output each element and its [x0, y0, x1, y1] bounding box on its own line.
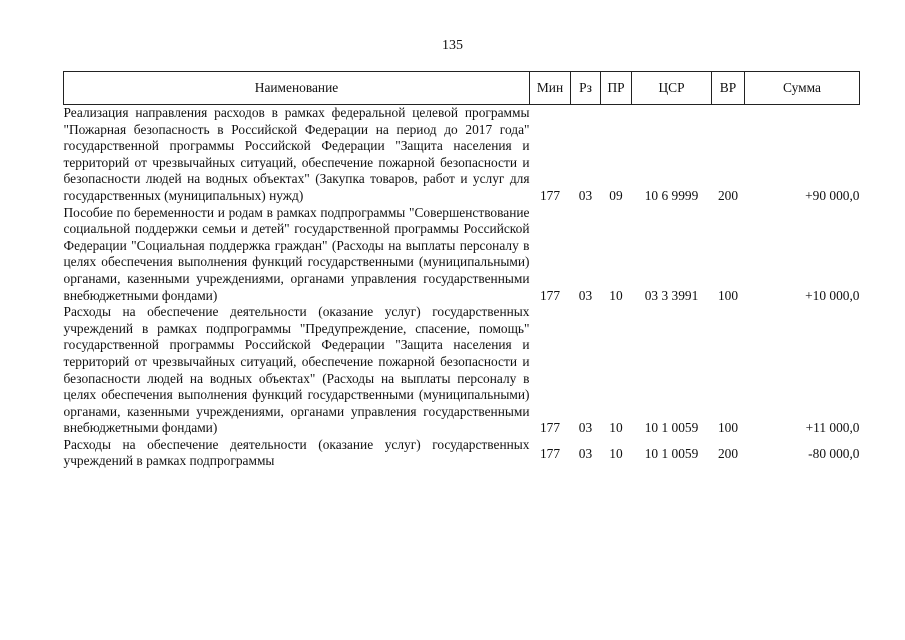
table-row — [64, 105, 860, 205]
table-header-row — [64, 72, 860, 105]
row-rz: 03 — [578, 445, 593, 461]
row-rz: 03 — [578, 187, 593, 203]
page-number: 135 — [442, 38, 463, 53]
row-min: 177 — [539, 445, 561, 461]
row-csr: 10 1 0059 — [644, 445, 699, 461]
table-row — [64, 205, 860, 305]
budget-table — [63, 71, 860, 472]
row-min: 177 — [539, 420, 561, 436]
row-csr: 03 3 3991 — [644, 287, 699, 303]
row-vr: 200 — [717, 445, 739, 461]
header-name: Наименование — [64, 72, 530, 105]
row-rz: 03 — [578, 287, 593, 303]
row-sum: +90 000,0 — [805, 187, 860, 203]
row-sum: +10 000,0 — [805, 287, 860, 303]
row-pr: 09 — [609, 187, 623, 203]
table-row — [64, 437, 860, 472]
header-rz: Рз — [571, 72, 601, 105]
header-csr: ЦСР — [632, 72, 712, 105]
row-pr: 10 — [609, 287, 623, 303]
header-min: Мин — [530, 72, 571, 105]
header-vr: ВР — [712, 72, 745, 105]
row-csr: 10 1 0059 — [644, 420, 699, 436]
row-sum: -80 000,0 — [808, 445, 860, 461]
row-name: Расходы на обеспечение деятельности (оказание услуг) государственных учреждений в рамках подпрограммы — [63, 436, 530, 469]
row-vr: 100 — [717, 420, 739, 436]
row-vr: 100 — [717, 287, 739, 303]
table-row — [64, 304, 860, 437]
row-name: Расходы на обеспечение деятельности (оказание услуг) государственных учреждений в рамках подпрограммы "Предупреждение, спасение, помощь" государственной программы Российской Федерации "Защита населения и территорий от чрезвычайных ситуаций, обеспечение пожарной безопасности и безопасности людей на водных объектах" (Расходы на выплаты персоналу в целях обеспечения выполнения функций государственными (муниципальными) органами, казенными учреждениями, органами управления государственными внебюджетными фондами) — [63, 304, 530, 436]
row-sum: +11 000,0 — [805, 420, 860, 436]
row-name: Реализация направления расходов в рамках федеральной целевой программы "Пожарная безопасность в Российской Федерации на период до 2017 года" государственной программы Российской Федерации "Защита населения и территорий от чрезвычайных ситуаций, обеспечение пожарной безопасности и безопасности людей на водных объектах" (Закупка товаров, работ и услуг для государственных (муниципальных) нужд) — [63, 105, 530, 203]
row-pr: 10 — [609, 420, 623, 436]
row-min: 177 — [539, 287, 561, 303]
row-pr: 10 — [609, 445, 623, 461]
row-rz: 03 — [578, 420, 593, 436]
header-sum: Сумма — [745, 72, 860, 105]
row-vr: 200 — [717, 187, 739, 203]
row-name: Пособие по беременности и родам в рамках подпрограммы "Совершенствование социальной поддержки семьи и детей" государственной программы Российской Федерации "Социальная поддержка граждан" (Расходы на выплаты персоналу в целях обеспечения выполнения функций государственными (муниципальными) органами, казенными учреждениями, органами управления государственными внебюджетными фондами) — [63, 204, 530, 303]
row-csr: 10 6 9999 — [644, 187, 699, 203]
header-pr: ПР — [601, 72, 632, 105]
row-min: 177 — [539, 187, 561, 203]
